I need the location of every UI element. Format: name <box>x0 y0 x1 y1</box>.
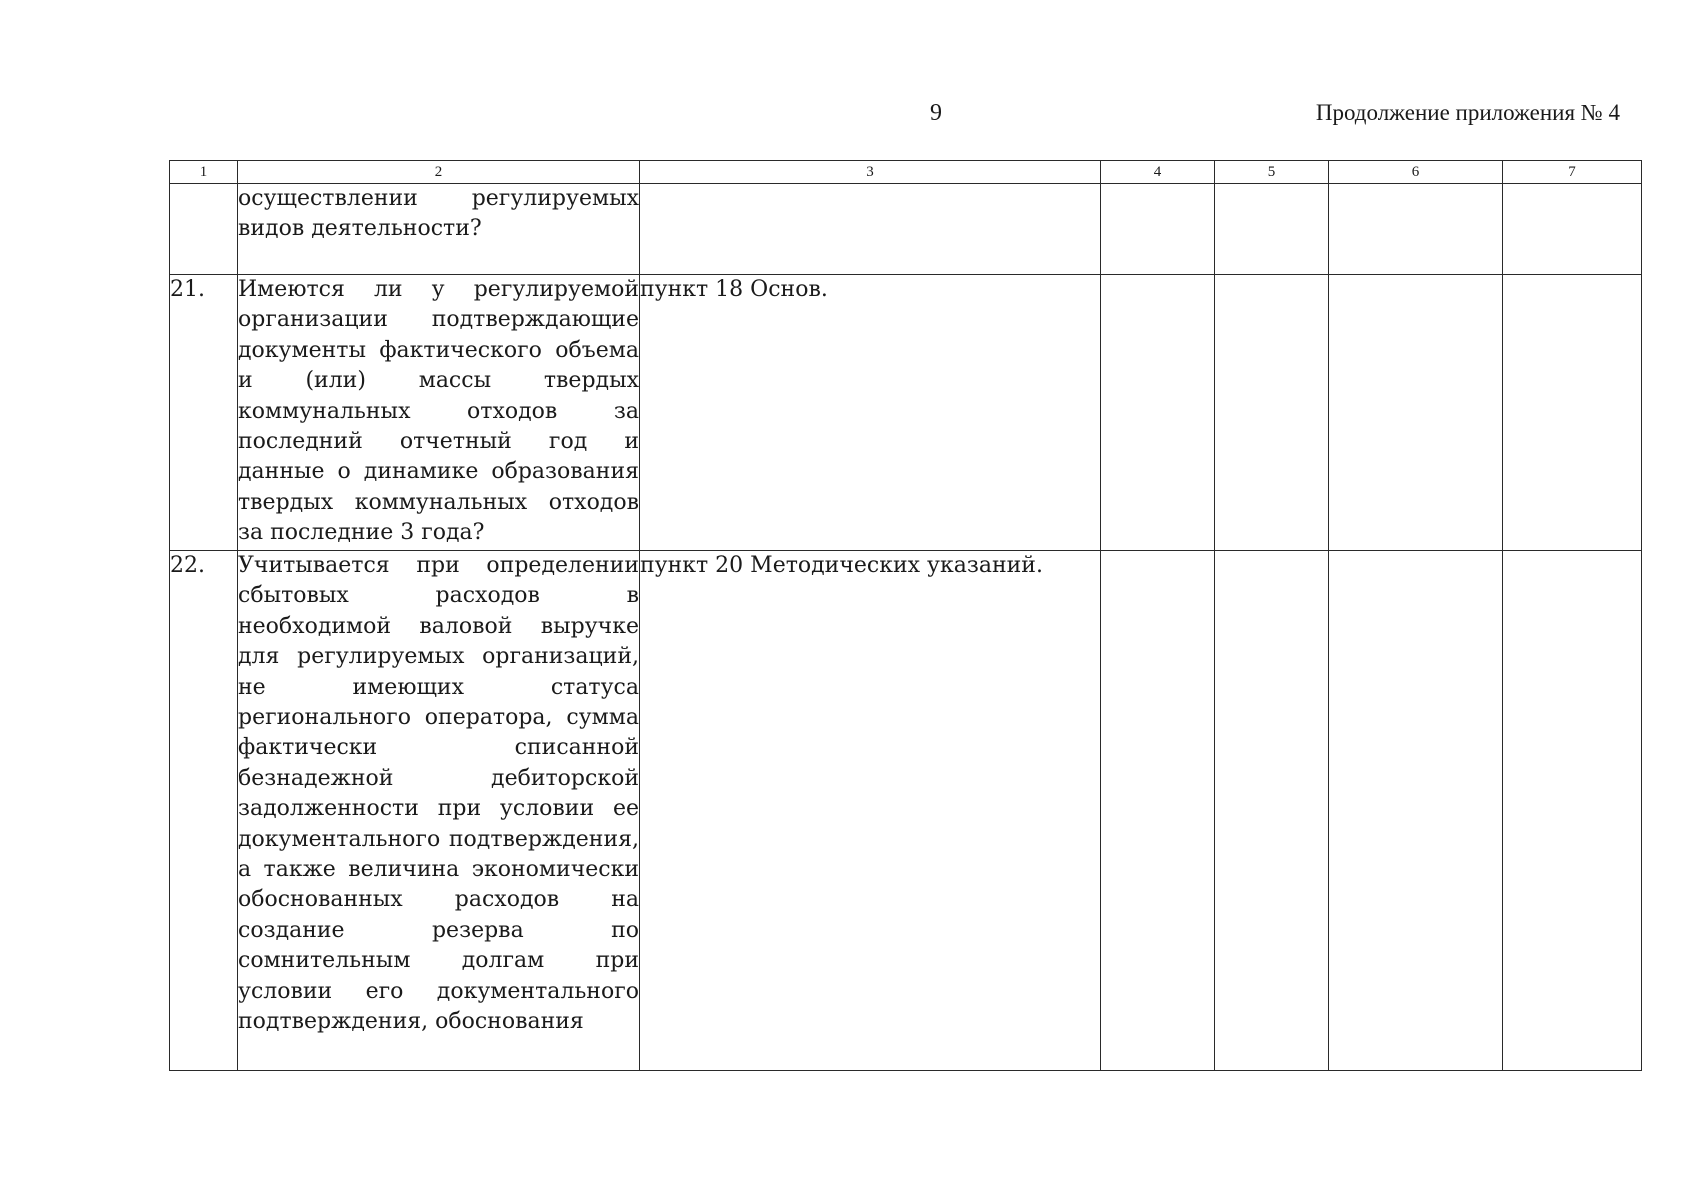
empty-cell <box>1101 275 1215 551</box>
question-cell <box>238 184 640 275</box>
column-header: 7 <box>1503 161 1642 184</box>
empty-cell <box>1215 184 1329 275</box>
empty-cell <box>1503 275 1642 551</box>
legal-reference-cell: пункт 18 Основ. <box>640 275 1101 551</box>
empty-cell <box>1101 184 1215 275</box>
row-number: 21. <box>170 275 238 551</box>
empty-cell <box>1503 551 1642 1071</box>
question-text: Имеются ли у регулируемой организации подтверждающие документы фактического объема и (или) массы твердых коммунальных отходов за последний отчетный год и данные о динамике образования твердых коммунальных отходов за последние 3 года? <box>238 277 639 546</box>
row-number: 22. <box>170 551 238 1071</box>
question-text: Учитывается при определении сбытовых расходов в необходимой валовой выручке для регулируемых организаций, не имеющих статуса регионального оператора, сумма фактически списанной безнадежной дебиторской задолженности при условии ее документального подтверждения, а также величина экономически обоснованных расходов на создание резерва по сомнительным долгам при условии его документального подтверждения, обоснования <box>238 553 639 1035</box>
table-row <box>170 184 1642 275</box>
page-number: 9 <box>930 100 942 126</box>
empty-cell <box>1215 551 1329 1071</box>
question-text: осуществлении регулируемых видов деятельности? <box>238 186 639 242</box>
question-cell <box>238 551 640 1071</box>
empty-cell <box>1503 184 1642 275</box>
appendix-continuation-label: Продолжение приложения № 4 <box>1315 100 1620 125</box>
column-header: 5 <box>1215 161 1329 184</box>
column-header: 2 <box>238 161 640 184</box>
question-cell <box>238 275 640 551</box>
legal-reference-cell <box>640 184 1101 275</box>
column-header: 4 <box>1101 161 1215 184</box>
table-row <box>170 551 1642 1071</box>
column-number-row <box>170 161 1642 184</box>
column-header: 1 <box>170 161 238 184</box>
legal-reference-cell: пункт 20 Методических указаний. <box>640 551 1101 1071</box>
empty-cell <box>1329 184 1503 275</box>
empty-cell <box>1215 275 1329 551</box>
column-header: 6 <box>1329 161 1503 184</box>
empty-cell <box>1101 551 1215 1071</box>
table-row <box>170 275 1642 551</box>
row-number <box>170 184 238 275</box>
empty-cell <box>1329 275 1503 551</box>
empty-cell <box>1329 551 1503 1071</box>
checklist-table <box>169 160 1642 1071</box>
column-header: 3 <box>640 161 1101 184</box>
